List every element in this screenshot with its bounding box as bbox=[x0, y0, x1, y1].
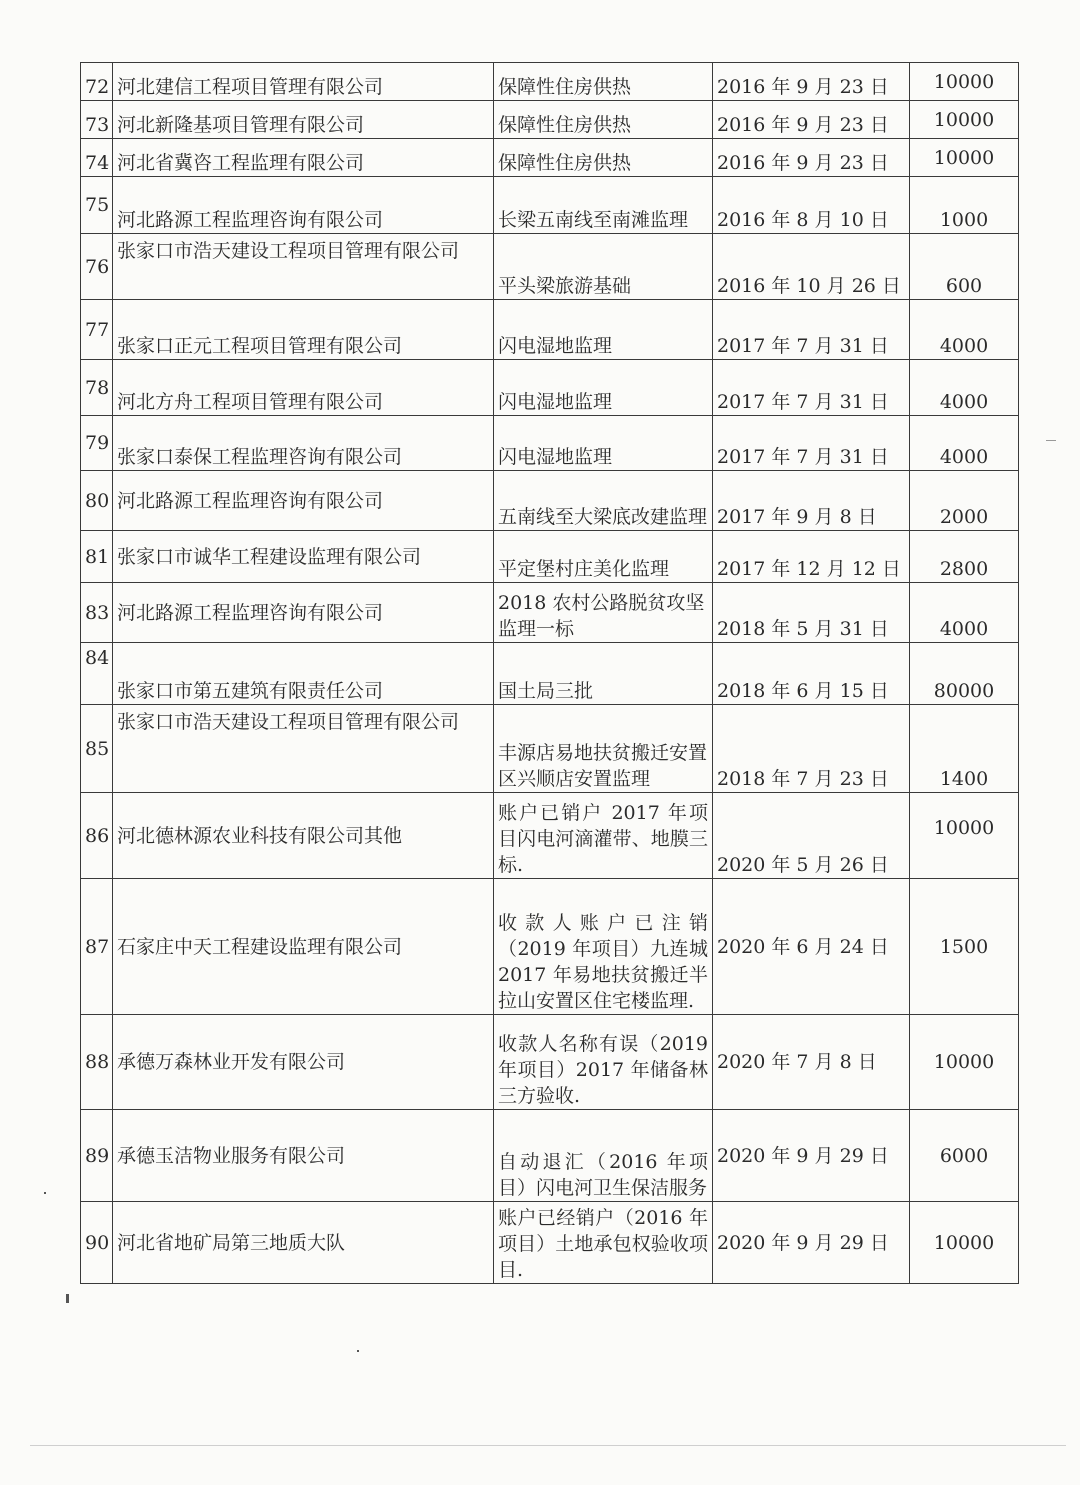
payment-amount: 1500 bbox=[910, 879, 1019, 1015]
payment-amount: 10000 bbox=[910, 101, 1019, 139]
project-description: 保障性住房供热 bbox=[494, 101, 713, 139]
project-description: 丰源店易地扶贫搬迁安置区兴顺店安置监理 bbox=[494, 705, 713, 793]
project-description: 长梁五南线至南滩监理 bbox=[494, 177, 713, 234]
row-number: 81 bbox=[81, 531, 113, 583]
payment-date: 2017 年 7 月 31 日 bbox=[713, 416, 910, 471]
payment-date: 2017 年 9 月 8 日 bbox=[713, 471, 910, 531]
company-name: 张家口市浩天建设工程项目管理有限公司 bbox=[113, 234, 494, 300]
scan-speck bbox=[357, 1350, 359, 1352]
project-description: 保障性住房供热 bbox=[494, 139, 713, 177]
table-row bbox=[81, 705, 1019, 793]
table-row bbox=[81, 63, 1019, 101]
payment-amount: 600 bbox=[910, 234, 1019, 300]
row-number: 80 bbox=[81, 471, 113, 531]
payment-date: 2017 年 12 月 12 日 bbox=[713, 531, 910, 583]
row-number: 85 bbox=[81, 705, 113, 793]
table-row bbox=[81, 583, 1019, 643]
payment-amount: 4000 bbox=[910, 583, 1019, 643]
company-name: 河北路源工程监理咨询有限公司 bbox=[113, 583, 494, 643]
table-row bbox=[81, 360, 1019, 416]
project-description: 2018 农村公路脱贫攻坚监理一标 bbox=[494, 583, 713, 643]
company-name: 承德玉洁物业服务有限公司 bbox=[113, 1110, 494, 1202]
table-row bbox=[81, 1202, 1019, 1284]
company-name: 河北方舟工程项目管理有限公司 bbox=[113, 360, 494, 416]
table-row bbox=[81, 101, 1019, 139]
payment-amount: 2800 bbox=[910, 531, 1019, 583]
row-number: 83 bbox=[81, 583, 113, 643]
payment-date: 2020 年 7 月 8 日 bbox=[713, 1015, 910, 1110]
payment-amount: 6000 bbox=[910, 1110, 1019, 1202]
company-name: 承德万森林业开发有限公司 bbox=[113, 1015, 494, 1110]
row-number: 73 bbox=[81, 101, 113, 139]
payment-date: 2018 年 6 月 15 日 bbox=[713, 643, 910, 705]
company-name: 河北路源工程监理咨询有限公司 bbox=[113, 471, 494, 531]
row-number: 77 bbox=[81, 300, 113, 360]
scan-speck bbox=[66, 1294, 69, 1303]
scan-speck bbox=[1046, 440, 1056, 441]
payment-amount: 1000 bbox=[910, 177, 1019, 234]
table-row bbox=[81, 793, 1019, 879]
project-description: 闪电湿地监理 bbox=[494, 416, 713, 471]
project-description: 平头梁旅游基础 bbox=[494, 234, 713, 300]
payment-amount: 10000 bbox=[910, 139, 1019, 177]
payment-date: 2018 年 7 月 23 日 bbox=[713, 705, 910, 793]
company-name: 张家口市浩天建设工程项目管理有限公司 bbox=[113, 705, 494, 793]
table-row bbox=[81, 643, 1019, 705]
payment-date: 2016 年 8 月 10 日 bbox=[713, 177, 910, 234]
table-row bbox=[81, 139, 1019, 177]
company-name: 河北省地矿局第三地质大队 bbox=[113, 1202, 494, 1284]
payment-date: 2020 年 9 月 29 日 bbox=[713, 1110, 910, 1202]
payment-amount: 4000 bbox=[910, 360, 1019, 416]
payment-date: 2016 年 10 月 26 日 bbox=[713, 234, 910, 300]
payment-table bbox=[80, 62, 1019, 1284]
payment-amount: 4000 bbox=[910, 300, 1019, 360]
row-number: 84 bbox=[81, 643, 113, 705]
company-name: 张家口市第五建筑有限责任公司 bbox=[113, 643, 494, 705]
table-row bbox=[81, 416, 1019, 471]
row-number: 72 bbox=[81, 63, 113, 101]
payment-date: 2016 年 9 月 23 日 bbox=[713, 139, 910, 177]
payment-date: 2018 年 5 月 31 日 bbox=[713, 583, 910, 643]
row-number: 90 bbox=[81, 1202, 113, 1284]
project-description: 自动退汇（2016 年项目）闪电河卫生保洁服务 bbox=[494, 1110, 713, 1202]
row-number: 89 bbox=[81, 1110, 113, 1202]
project-description: 闪电湿地监理 bbox=[494, 360, 713, 416]
company-name: 张家口正元工程项目管理有限公司 bbox=[113, 300, 494, 360]
row-number: 76 bbox=[81, 234, 113, 300]
scan-speck bbox=[44, 1192, 46, 1194]
company-name: 河北路源工程监理咨询有限公司 bbox=[113, 177, 494, 234]
payment-amount: 10000 bbox=[910, 63, 1019, 101]
company-name: 河北建信工程项目管理有限公司 bbox=[113, 63, 494, 101]
company-name: 张家口市诚华工程建设监理有限公司 bbox=[113, 531, 494, 583]
payment-date: 2020 年 5 月 26 日 bbox=[713, 793, 910, 879]
company-name: 张家口泰保工程监理咨询有限公司 bbox=[113, 416, 494, 471]
project-description: 闪电湿地监理 bbox=[494, 300, 713, 360]
project-description: 五南线至大梁底改建监理 bbox=[494, 471, 713, 531]
payment-amount: 80000 bbox=[910, 643, 1019, 705]
table-row bbox=[81, 300, 1019, 360]
company-name: 河北德林源农业科技有限公司其他 bbox=[113, 793, 494, 879]
payment-date: 2017 年 7 月 31 日 bbox=[713, 360, 910, 416]
table-row bbox=[81, 879, 1019, 1015]
table-row bbox=[81, 177, 1019, 234]
payment-amount: 10000 bbox=[910, 793, 1019, 879]
payment-amount: 4000 bbox=[910, 416, 1019, 471]
project-description: 账户已经销户（2016 年项目）土地承包权验收项目. bbox=[494, 1202, 713, 1284]
row-number: 74 bbox=[81, 139, 113, 177]
row-number: 87 bbox=[81, 879, 113, 1015]
company-name: 河北新隆基项目管理有限公司 bbox=[113, 101, 494, 139]
project-description: 收款人名称有误（2019 年项目）2017 年储备林三方验收. bbox=[494, 1015, 713, 1110]
payment-date: 2020 年 9 月 29 日 bbox=[713, 1202, 910, 1284]
table-row bbox=[81, 234, 1019, 300]
payment-date: 2016 年 9 月 23 日 bbox=[713, 63, 910, 101]
table-row bbox=[81, 471, 1019, 531]
payment-amount: 10000 bbox=[910, 1015, 1019, 1110]
row-number: 86 bbox=[81, 793, 113, 879]
payment-amount: 10000 bbox=[910, 1202, 1019, 1284]
table-row bbox=[81, 1110, 1019, 1202]
table-row bbox=[81, 531, 1019, 583]
row-number: 79 bbox=[81, 416, 113, 471]
payment-amount: 2000 bbox=[910, 471, 1019, 531]
company-name: 河北省冀咨工程监理有限公司 bbox=[113, 139, 494, 177]
payment-date: 2017 年 7 月 31 日 bbox=[713, 300, 910, 360]
payment-date: 2016 年 9 月 23 日 bbox=[713, 101, 910, 139]
table-row bbox=[81, 1015, 1019, 1110]
project-description: 账户已销户 2017 年项目闪电河滴灌带、地膜三标. bbox=[494, 793, 713, 879]
row-number: 78 bbox=[81, 360, 113, 416]
row-number: 88 bbox=[81, 1015, 113, 1110]
project-description: 平定堡村庄美化监理 bbox=[494, 531, 713, 583]
payment-amount: 1400 bbox=[910, 705, 1019, 793]
company-name: 石家庄中天工程建设监理有限公司 bbox=[113, 879, 494, 1015]
row-number: 75 bbox=[81, 177, 113, 234]
payment-date: 2020 年 6 月 24 日 bbox=[713, 879, 910, 1015]
project-description: 收款人账户已注销（2019 年项目）九连城 2017 年易地扶贫搬迁半拉山安置区住宅楼监理. bbox=[494, 879, 713, 1015]
project-description: 国土局三批 bbox=[494, 643, 713, 705]
project-description: 保障性住房供热 bbox=[494, 63, 713, 101]
scan-edge-line bbox=[30, 1445, 1066, 1446]
